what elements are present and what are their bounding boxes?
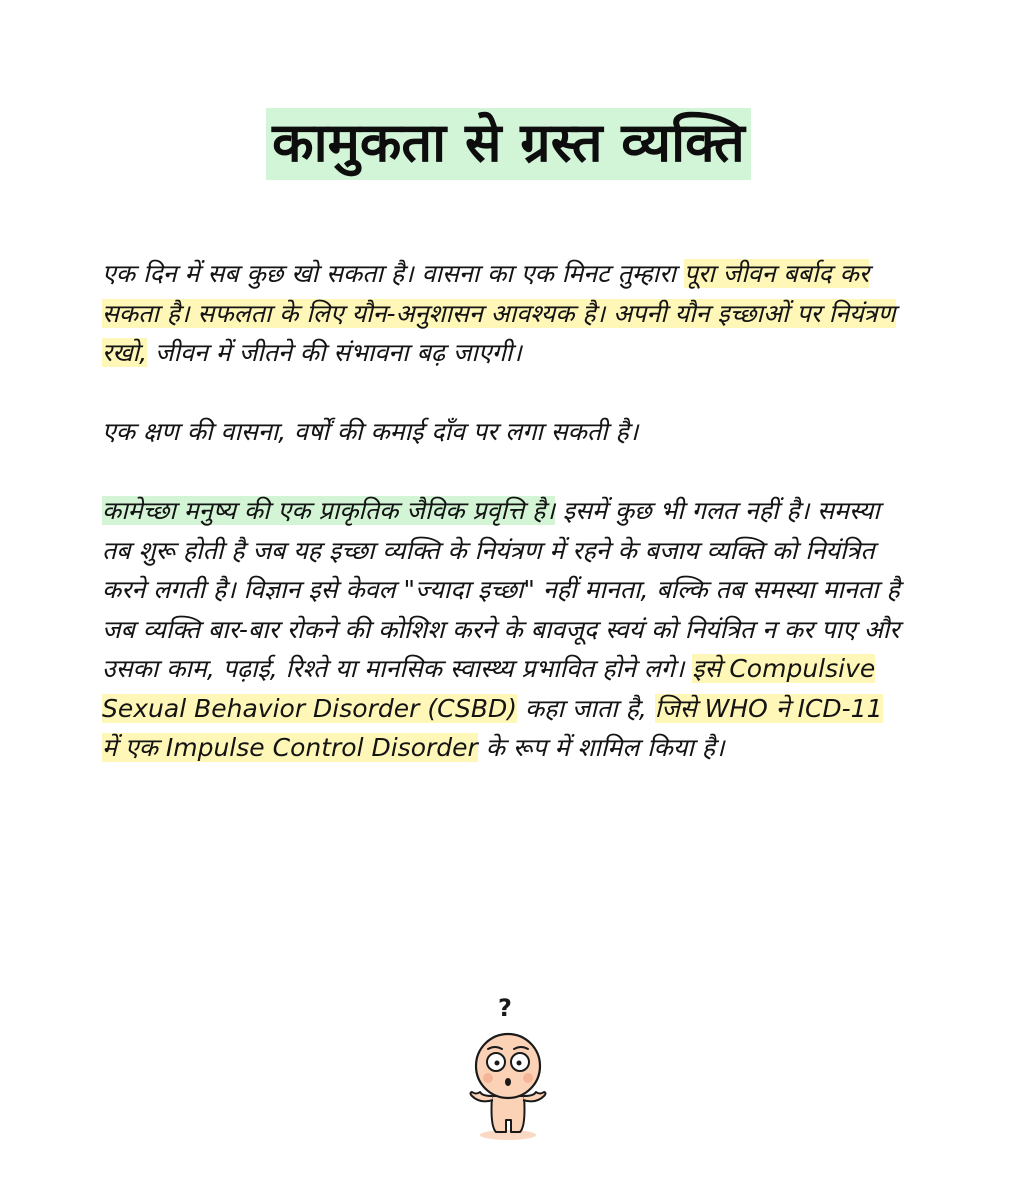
character-head <box>476 1034 540 1098</box>
paragraph-1 <box>102 254 902 373</box>
article-body <box>102 254 902 768</box>
paragraph-gap <box>102 452 902 492</box>
left-cheek <box>483 1073 493 1083</box>
right-cheek <box>523 1073 533 1083</box>
paragraph-3-text: इसमें कुछ भी गलत नहीं है। समस्या तब शुरू होती है जब यह इच्छा व्यक्ति के नियंत्रण में रहने के बजाय व्यक्ति को नियंत्रित करने लगती है। विज्ञान इसे केवल "ज्यादा इच्छा" नहीं मानता, बल्कि तब समस्या मानता है जब व्यक्ति बार-बार रोकने की कोशिश करने के बावजूद स्वयं को नियंत्रित न कर पाए और उसका काम, पढ़ाई, रिश्ते या मानसिक स्वास्थ्य प्रभावित होने लगे। <box>102 496 900 683</box>
paragraph-3-highlight-who: जिसे WHO ने ICD-11 में एक Impulse Control Disorder <box>102 693 883 762</box>
paragraph-3-highlight-csbd: इसे Compulsive Sexual Behavior Disorder (CSBD) <box>102 654 876 723</box>
mouth <box>505 1078 511 1086</box>
left-pupil <box>495 1061 500 1066</box>
confused-character-icon <box>458 992 558 1142</box>
page-title: कामुकता से ग्रस्त व्यक्ति <box>266 108 751 180</box>
paragraph-1-text-end: जीवन में जीतने की संभावना बढ़ जाएगी। <box>147 338 522 367</box>
right-pupil <box>517 1061 522 1066</box>
paragraph-2: एक क्षण की वासना, वर्षों की कमाई दाँव पर लगा सकती है। <box>102 417 639 446</box>
paragraph-1-text: एक दिन में सब कुछ खो सकता है। वासना का एक मिनट तुम्हारा <box>102 259 684 288</box>
paragraph-3-text-2: कहा जाता है, <box>517 693 655 723</box>
paragraph-3-text-end: के रूप में शामिल किया है। <box>477 733 725 762</box>
ground-shadow <box>480 1130 536 1140</box>
paragraph-3-highlight-green: कामेच्छा मनुष्य की एक प्राकृतिक जैविक प्रवृत्ति है। <box>102 496 555 525</box>
title-block <box>0 108 1017 180</box>
character-body <box>492 1096 525 1132</box>
paragraph-1-highlight: पूरा जीवन बर्बाद कर सकता है। सफलता के लिए यौन-अनुशासन आवश्यक है। अपनी यौन इच्छाओं पर नियंत्रण रखो, <box>102 259 896 367</box>
paragraph-gap <box>102 373 902 413</box>
question-mark-icon: ? <box>498 994 512 1022</box>
paragraph-3 <box>102 491 902 768</box>
